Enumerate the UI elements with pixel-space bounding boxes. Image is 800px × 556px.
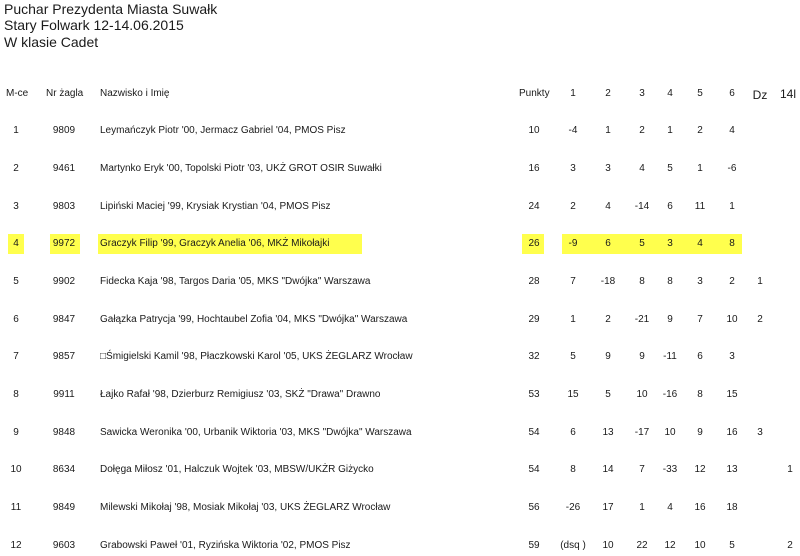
cell-dz: 1 (757, 276, 763, 287)
cell-race-6: 10 (726, 314, 738, 325)
table-row (0, 347, 800, 367)
cell-sail-number: 9857 (52, 351, 76, 362)
cell-sail-number: 8634 (52, 464, 76, 475)
col-race-2: 2 (605, 88, 611, 99)
cell-race-2: -18 (600, 276, 616, 287)
cell-race-6: 18 (726, 502, 738, 513)
cell-place: 7 (13, 351, 19, 362)
class-label: W klasie Cadet (4, 34, 99, 50)
cell-place: 11 (10, 502, 22, 513)
cell-race-1: 8 (570, 464, 576, 475)
col-name: Nazwisko i Imię (100, 88, 170, 99)
cell-race-1: 5 (570, 351, 576, 362)
cell-race-1: 2 (570, 201, 576, 212)
cell-race-4: 8 (667, 276, 673, 287)
cell-race-5: 3 (697, 276, 703, 287)
cell-points: 54 (528, 427, 540, 438)
cell-race-2: 6 (605, 238, 611, 249)
cell-race-3: 1 (639, 502, 645, 513)
cell-race-3: 10 (636, 389, 648, 400)
table-row (0, 460, 800, 480)
cell-race-6: 16 (726, 427, 738, 438)
cell-race-4: 1 (667, 125, 673, 136)
table-row (0, 121, 800, 141)
cell-name: Gałązka Patrycja '99, Hochtaubel Zofia '04, MKS "Dwójka" Warszawa (100, 314, 408, 325)
cell-race-3: -17 (634, 427, 650, 438)
cell-race-5: 11 (694, 201, 706, 212)
cell-name: Sawicka Weronika '00, Urbanik Wiktoria '03, MKS "Dwójka" Warszawa (100, 427, 412, 438)
cell-race-5: 8 (697, 389, 703, 400)
cell-race-1: -26 (565, 502, 581, 513)
cell-race-6: 2 (729, 276, 735, 287)
cell-name: Martynko Eryk '00, Topolski Piotr '03, UKŻ GROT OSIR Suwałki (100, 163, 382, 174)
cell-race-6: -6 (727, 163, 737, 174)
cell-race-3: 22 (636, 540, 648, 551)
cell-race-1: 15 (567, 389, 579, 400)
cell-points: 53 (528, 389, 540, 400)
cell-race-1: 1 (570, 314, 576, 325)
table-row (0, 536, 800, 556)
cell-race-4: -11 (663, 351, 677, 362)
col-dz: Dz (752, 88, 768, 102)
cell-place: 8 (13, 389, 19, 400)
cell-dz: 3 (757, 427, 763, 438)
cell-race-2: 3 (605, 163, 611, 174)
cell-race-2: 13 (602, 427, 614, 438)
cell-race-6: 13 (726, 464, 738, 475)
cell-race-2: 4 (605, 201, 611, 212)
table-row (0, 385, 800, 405)
cell-name: Milewski Mikołaj '98, Mosiak Mikołaj '03, UKS ŻEGLARZ Wrocław (100, 502, 391, 513)
cell-sail-number: 9849 (52, 502, 76, 513)
cell-place: 12 (10, 540, 22, 551)
table-row (0, 197, 800, 217)
cell-race-3: 5 (639, 238, 645, 249)
cell-name: Łajko Rafał '98, Dzierburz Remigiusz '03, SKŻ "Drawa" Drawno (100, 389, 381, 400)
cell-race-2: 17 (602, 502, 614, 513)
cell-race-1: -4 (568, 125, 578, 136)
cell-race-3: 4 (639, 163, 645, 174)
regatta-title: Puchar Prezydenta Miasta Suwałk (4, 1, 218, 17)
cell-race-6: 1 (729, 201, 735, 212)
cell-race-6: 4 (729, 125, 735, 136)
cell-place: 2 (13, 163, 19, 174)
cell-name: Fidecka Kaja '98, Targos Daria '05, MKS "Dwójka" Warszawa (100, 276, 371, 287)
cell-sail-number: 9972 (52, 238, 76, 249)
cell-points: 16 (528, 163, 540, 174)
col-race-1: 1 (570, 88, 576, 99)
cell-race-4: -16 (662, 389, 678, 400)
cell-points: 32 (528, 351, 540, 362)
cell-race-2: 10 (602, 540, 614, 551)
cell-race-5: 1 (697, 163, 703, 174)
cell-race-4: 10 (664, 427, 676, 438)
cell-race-3: -14 (634, 201, 650, 212)
cell-race-6: 3 (729, 351, 735, 362)
cell-sail-number: 9911 (53, 389, 75, 400)
cell-race-4: -33 (662, 464, 678, 475)
cell-race-1: 3 (570, 163, 576, 174)
cell-race-1: 6 (570, 427, 576, 438)
col-14l: 14l (779, 87, 797, 101)
cell-race-5: 10 (694, 540, 706, 551)
cell-race-1: -9 (568, 238, 578, 249)
table-row (0, 498, 800, 518)
cell-sail-number: 9803 (52, 201, 76, 212)
col-sail-number: Nr żagla (46, 88, 84, 99)
regatta-location-date: Stary Folwark 12-14.06.2015 (4, 17, 184, 33)
cell-race-5: 7 (697, 314, 703, 325)
cell-race-4: 5 (667, 163, 673, 174)
cell-points: 26 (528, 238, 540, 249)
cell-race-1: (dsq ) (560, 540, 586, 551)
cell-race-4: 6 (667, 201, 673, 212)
col-race-3: 3 (639, 88, 645, 99)
cell-race-5: 9 (697, 427, 703, 438)
cell-sail-number: 9461 (52, 163, 76, 174)
cell-race-4: 9 (667, 314, 673, 325)
cell-race-3: -21 (634, 314, 650, 325)
cell-race-3: 7 (639, 464, 645, 475)
cell-race-2: 5 (605, 389, 611, 400)
cell-race-3: 8 (639, 276, 645, 287)
cell-sail-number: 9848 (52, 427, 76, 438)
cell-race-2: 14 (602, 464, 614, 475)
cell-name: □Śmigielski Kamil '98, Płaczkowski Karol '05, UKS ŻEGLARZ Wrocław (100, 351, 413, 362)
cell-race-4: 4 (667, 502, 673, 513)
table-row (0, 234, 800, 254)
col-race-4: 4 (667, 88, 673, 99)
cell-race-3: 2 (639, 125, 645, 136)
cell-race-5: 4 (697, 238, 703, 249)
cell-points: 29 (528, 314, 540, 325)
table-header (0, 87, 800, 103)
cell-place: 9 (13, 427, 19, 438)
cell-race-2: 9 (605, 351, 611, 362)
table-row (0, 272, 800, 292)
cell-sail-number: 9847 (52, 314, 76, 325)
table-row (0, 310, 800, 330)
col-race-6: 6 (729, 88, 735, 99)
row-highlight (562, 234, 742, 254)
cell-race-6: 8 (729, 238, 735, 249)
cell-place: 3 (13, 201, 19, 212)
cell-place: 1 (13, 125, 19, 136)
cell-sail-number: 9809 (52, 125, 76, 136)
cell-14l: 1 (787, 464, 793, 475)
cell-name: Lipiński Maciej '99, Krysiak Krystian '04, PMOS Pisz (100, 201, 331, 212)
cell-race-2: 2 (605, 314, 611, 325)
cell-points: 24 (528, 201, 540, 212)
cell-race-4: 3 (667, 238, 673, 249)
col-points: Punkty (519, 88, 550, 99)
cell-points: 59 (528, 540, 540, 551)
cell-race-5: 2 (697, 125, 703, 136)
cell-name: Dołęga Miłosz '01, Halczuk Wojtek '03, MBSW/UKŻR Giżycko (100, 464, 374, 475)
cell-race-2: 1 (605, 125, 611, 136)
cell-place: 4 (13, 238, 19, 249)
cell-name: Graczyk Filip '99, Graczyk Anelia '06, MKŻ Mikołajki (100, 238, 330, 249)
cell-race-6: 5 (729, 540, 735, 551)
table-row (0, 423, 800, 443)
table-row (0, 159, 800, 179)
cell-race-6: 15 (726, 389, 738, 400)
cell-place: 10 (10, 464, 22, 475)
cell-race-5: 6 (697, 351, 703, 362)
cell-sail-number: 9603 (52, 540, 76, 551)
cell-race-5: 12 (694, 464, 706, 475)
col-place: M-ce (6, 88, 29, 99)
cell-sail-number: 9902 (52, 276, 76, 287)
cell-points: 54 (528, 464, 540, 475)
cell-name: Grabowski Paweł '01, Ryzińska Wiktoria '02, PMOS Pisz (100, 540, 351, 551)
cell-race-1: 7 (570, 276, 576, 287)
cell-points: 10 (528, 125, 540, 136)
col-race-5: 5 (697, 88, 703, 99)
cell-points: 28 (528, 276, 540, 287)
cell-place: 5 (13, 276, 19, 287)
cell-place: 6 (13, 314, 19, 325)
cell-race-4: 12 (664, 540, 676, 551)
cell-race-5: 16 (694, 502, 706, 513)
cell-14l: 2 (787, 540, 793, 551)
cell-dz: 2 (757, 314, 763, 325)
cell-name: Leymańczyk Piotr '00, Jermacz Gabriel '04, PMOS Pisz (100, 125, 346, 136)
cell-race-3: 9 (639, 351, 645, 362)
cell-points: 56 (528, 502, 540, 513)
